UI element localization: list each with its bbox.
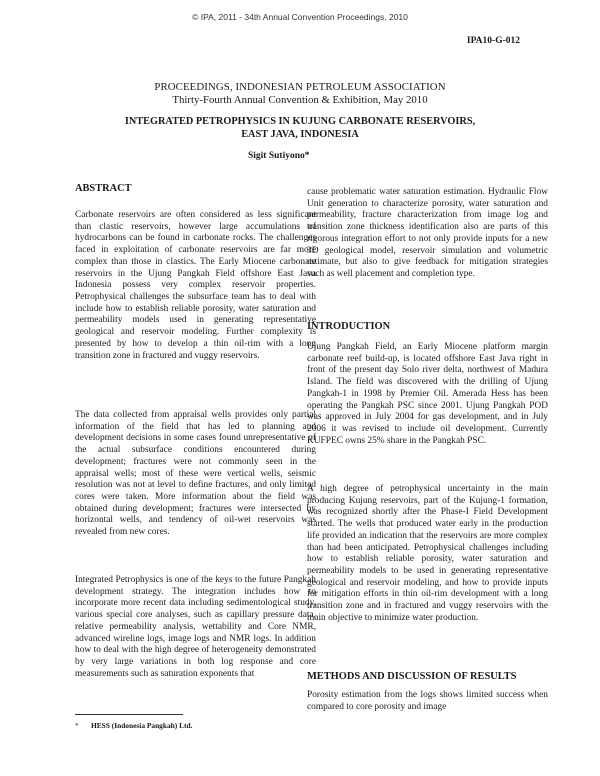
author-name: Sigit Sutiyono* bbox=[248, 151, 310, 161]
abstract-paragraph-1: Carbonate reservoirs are often considered as less significant than clastic reservoirs, however large accumulations of hydrocarbons can be found in carbonate rocks. The challenges faced in exploitation of carbonate reservoirs are far more complex than those in clastics. The Early Miocene carbonate reservoirs in the Ujung Pangkah Field offshore East Java Indonesia possess very complex reservoir properties. Petrophysical challenges the subsurface team has to deal with include how to establish reliable porosity, water saturation and permeability models used in generating representative geological and reservoir modeling. Further complexity is presented by how to develop a thin oil-rim with a long transition zone in fractured and vuggy reservoirs. bbox=[75, 210, 316, 361]
abstract-paragraph-4: cause problematic water saturation estimation. Hydraulic Flow Unit generation to characterize porosity, water saturation and permeability, fracture characterization from image log and transition zone thickness identification also are parts of this rigorous integration effort to not only provide inputs for a new 3D geological model, reservoir simulation and volumetric estimate, but also to give feedback for mitigation strategies such as well placement and completion type. bbox=[307, 187, 548, 280]
abstract-heading: ABSTRACT bbox=[75, 183, 132, 194]
abstract-paragraph-2: The data collected from appraisal wells provides only partial information of the field that has led to planning and development decisions in some cases found unrepresentative of the actual subsurface conditions encountered during development; fractures were not commonly seen in the appraisal wells; most of these were vertical wells, seismic resolution was not at level to define fractures, and only limited cores were taken. More information about the field was obtained during development; fractures were intersected by horizontal wells, and tendency of oil-wet reservoirs was revealed from new cores. bbox=[75, 410, 316, 538]
paper-title bbox=[0, 115, 600, 141]
methods-paragraph-1: Porosity estimation from the logs shows limited success when compared to core porosity and image bbox=[307, 690, 548, 712]
introduction-heading: INTRODUCTION bbox=[307, 321, 391, 332]
introduction-paragraph-1: Ujung Pangkah Field, an Early Miocene platform margin carbonate reef build-up, is located offshore East Java right in front of the present day Solo river delta, northwest of Madura Island. The field was discovered with the drilling of Ujung Pangkah-1 in 1998 by Premier Oil. Amerada Hess has been operating the Pangkah PSC since 2001. Ujung Pangkah POD was approved in July 2004 for gas development, and in July 2006 it was revised to include oil development. Currently KUFPEC owns 25% share in the Pangkah PSC. bbox=[307, 342, 548, 446]
copyright-line: © IPA, 2011 - 34th Annual Convention Proceedings, 2010 bbox=[192, 12, 408, 22]
footnote-marker: * bbox=[75, 721, 79, 730]
convention-name: Thirty-Fourth Annual Convention & Exhibition, May 2010 bbox=[172, 94, 428, 106]
title-line-1: INTEGRATED PETROPHYSICS IN KUJUNG CARBONATE RESERVOIRS, bbox=[124, 116, 476, 127]
title-line-2: EAST JAVA, INDONESIA bbox=[241, 129, 359, 140]
introduction-paragraph-2: A high degree of petrophysical uncertainty in the main producing Kujung reservoirs, part of the Kujung-1 formation, was recognized shortly after the Phase-I Field Development started. The wells that produced water early in the production life provided an indication that the reservoirs are more complex than had been anticipated. Petrophysical challenges including how to establish reliable porosity, water saturation and permeability models to be used in generating representative geological and reservoir modeling, and how to provide inputs for mitigation efforts in thin oil-rim development with a long transition zone and in fractured and vuggy reservoirs with the main objective to minimize water production. bbox=[307, 484, 548, 623]
footnote-affiliation: HESS (Indonesia Pangkah) Ltd. bbox=[91, 721, 193, 730]
abstract-paragraph-3: Integrated Petrophysics is one of the keys to the future Pangkah development strategy. The integration includes how to incorporate more recent data including sedimentological study, various special core analyses, such as capillary pressure data, relative permeability analysis, wettability and Core NMR, advanced wireline logs, image logs and NMR logs. In addition how to deal with the high degree of heterogeneity demonstrated by very large variations in both log response and core measurements such as saturation exponents that bbox=[75, 575, 316, 679]
proceedings-name: PROCEEDINGS, INDONESIAN PETROLEUM ASSOCIATION bbox=[154, 81, 446, 93]
footnote-rule bbox=[75, 714, 183, 715]
methods-heading: METHODS AND DISCUSSION OF RESULTS bbox=[307, 671, 517, 682]
footnote bbox=[75, 721, 192, 730]
paper-id: IPA10-G-012 bbox=[466, 36, 520, 46]
